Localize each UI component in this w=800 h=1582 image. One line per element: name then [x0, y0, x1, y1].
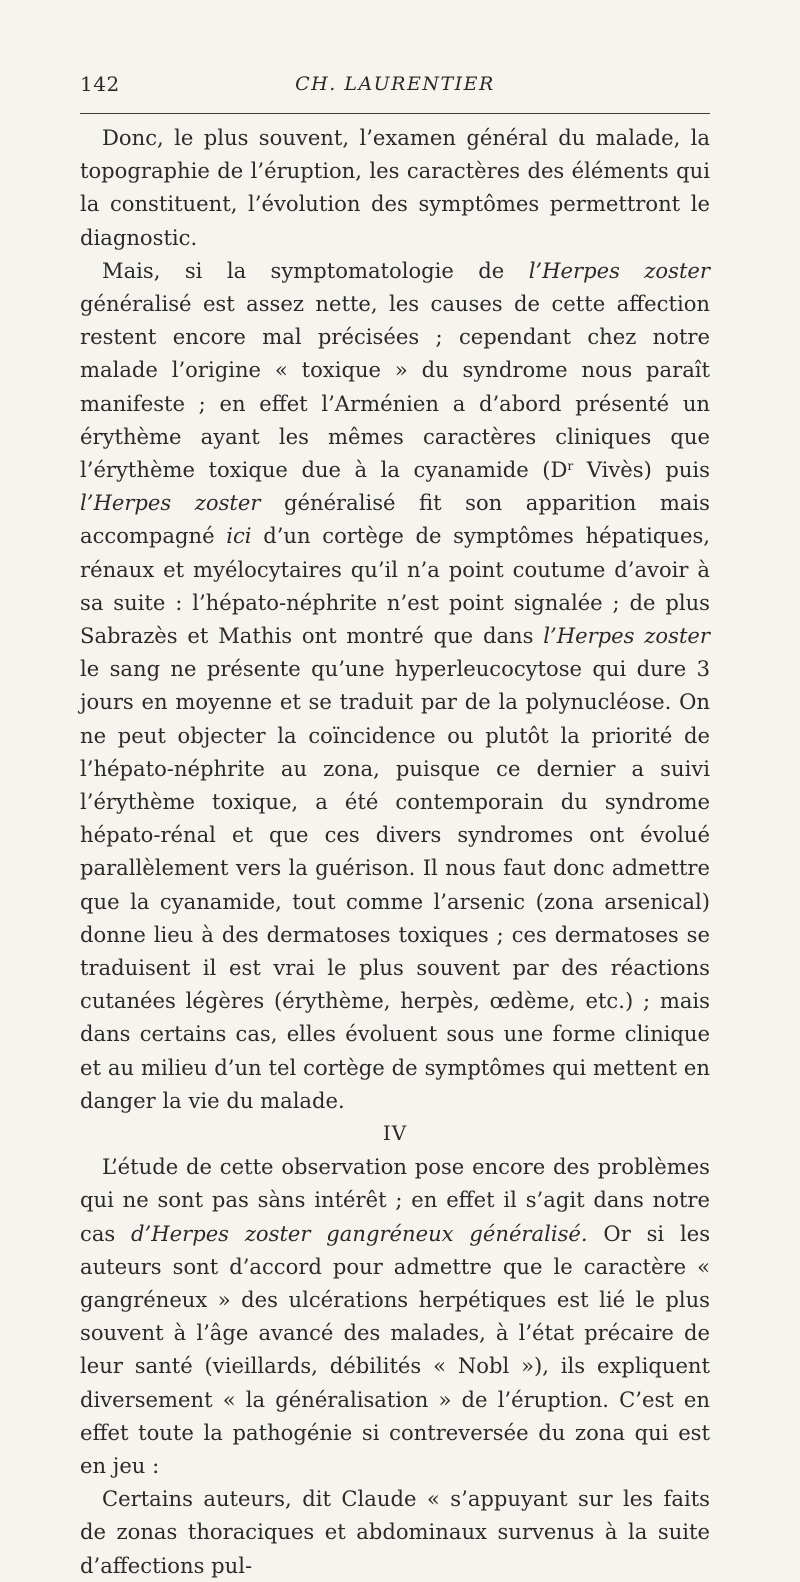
text-run: L’étude de cette observation pose encore des problèmes qui ne sont pas sàns intérêt ; en effet il s’agit dans notre cas: [80, 1154, 710, 1246]
text-run: Mais, si la symptomatologie de: [102, 257, 529, 283]
italic-term: l’Herpes zoster: [80, 490, 261, 516]
paragraph-text: Certains auteurs, dit Claude « s’appuyant sur les faits de zonas thoraciques et abdominaux survenus à la suite d’affections pul-: [80, 1486, 710, 1578]
italic-term: d’Herpes zoster gangréneux généralisé.: [131, 1220, 588, 1246]
text-run: généralisé fit son apparition mais accompagné: [80, 490, 710, 549]
italic-term: l’Herpes zoster: [543, 623, 710, 649]
running-title: CH. LAURENTIER: [295, 73, 495, 95]
header-rule: [80, 113, 710, 114]
text-run: Or si les auteurs sont d’accord pour admettre que le caractère « gangréneux » des ulcérations herpétiques est lié le plus souvent à l’âge avancé des malades, à l’état précaire de leur santé (vieillards, débilités « Nobl »), ils expliquent diversement « la généralisation » de l’éruption. C’est en effet toute la pathogénie si contreversée du zona qui est en jeu :: [80, 1220, 711, 1478]
paragraph-text: Donc, le plus souvent, l’examen général du malade, la topographie de l’éruption, les caractères des éléments qui la constituent, l’évolution des symptômes permettront le diagnostic.: [80, 125, 710, 250]
superscript: r: [567, 459, 574, 474]
italic-term: ici: [226, 523, 252, 549]
text-run: généralisé est assez nette, les causes de cette affection restent encore mal précisées ; cependant chez notre malade l’origine « toxique » du syndrome nous paraît manifeste ; en effet l’Arménien a d’abord présenté un érythème ayant les mêmes caractères cliniques que l’érythème toxique due à la cyanamide (D: [80, 291, 710, 483]
paragraph-diagnostic: [80, 121, 710, 254]
page-number: 142: [80, 72, 120, 96]
page-header: [80, 72, 710, 106]
text-run: le sang ne présente qu’une hyperleucocytose qui dure 3 jours en moyenne et se traduit par de la polynucléose. On ne peut objecter la coïncidence ou plutôt la priorité de l’hépato-néphrite au zona, puisque ce dernier a suivi l’érythème toxique, a été contemporain du syndrome hépato-rénal et que ces divers syndromes ont évolué parallèlement vers la guérison. Il nous faut donc admettre que la cyanamide, tout comme l’arsenic (zona arsenical) donne lieu à des dermatoses toxiques ; ces dermatoses se traduisent il est vrai le plus souvent par des réactions cutanées légères (érythème, herpès, œdème, etc.) ; mais dans certains cas, elles évoluent sous une forme clinique et au milieu d’un tel cortège de symptômes qui mettent en danger la vie du malade.: [80, 656, 710, 1113]
paragraph-observation: [80, 1150, 710, 1482]
body-text: [80, 121, 710, 1582]
text-run: d’un cortège de symptômes hépatiques, rénaux et myélocytaires qu’il n’a point coutume d’avoir à sa suite : l’hépato-néphrite n’est point signalée ; de plus Sabrazès et Mathis ont montré que dans: [80, 523, 711, 649]
italic-term: l’Herpes zoster: [528, 257, 710, 283]
paragraph-etiology: [80, 254, 710, 1117]
section-heading: IV: [382, 1121, 408, 1146]
paragraph-claude: [80, 1482, 710, 1582]
text-run: Vivès) puis: [573, 457, 710, 483]
